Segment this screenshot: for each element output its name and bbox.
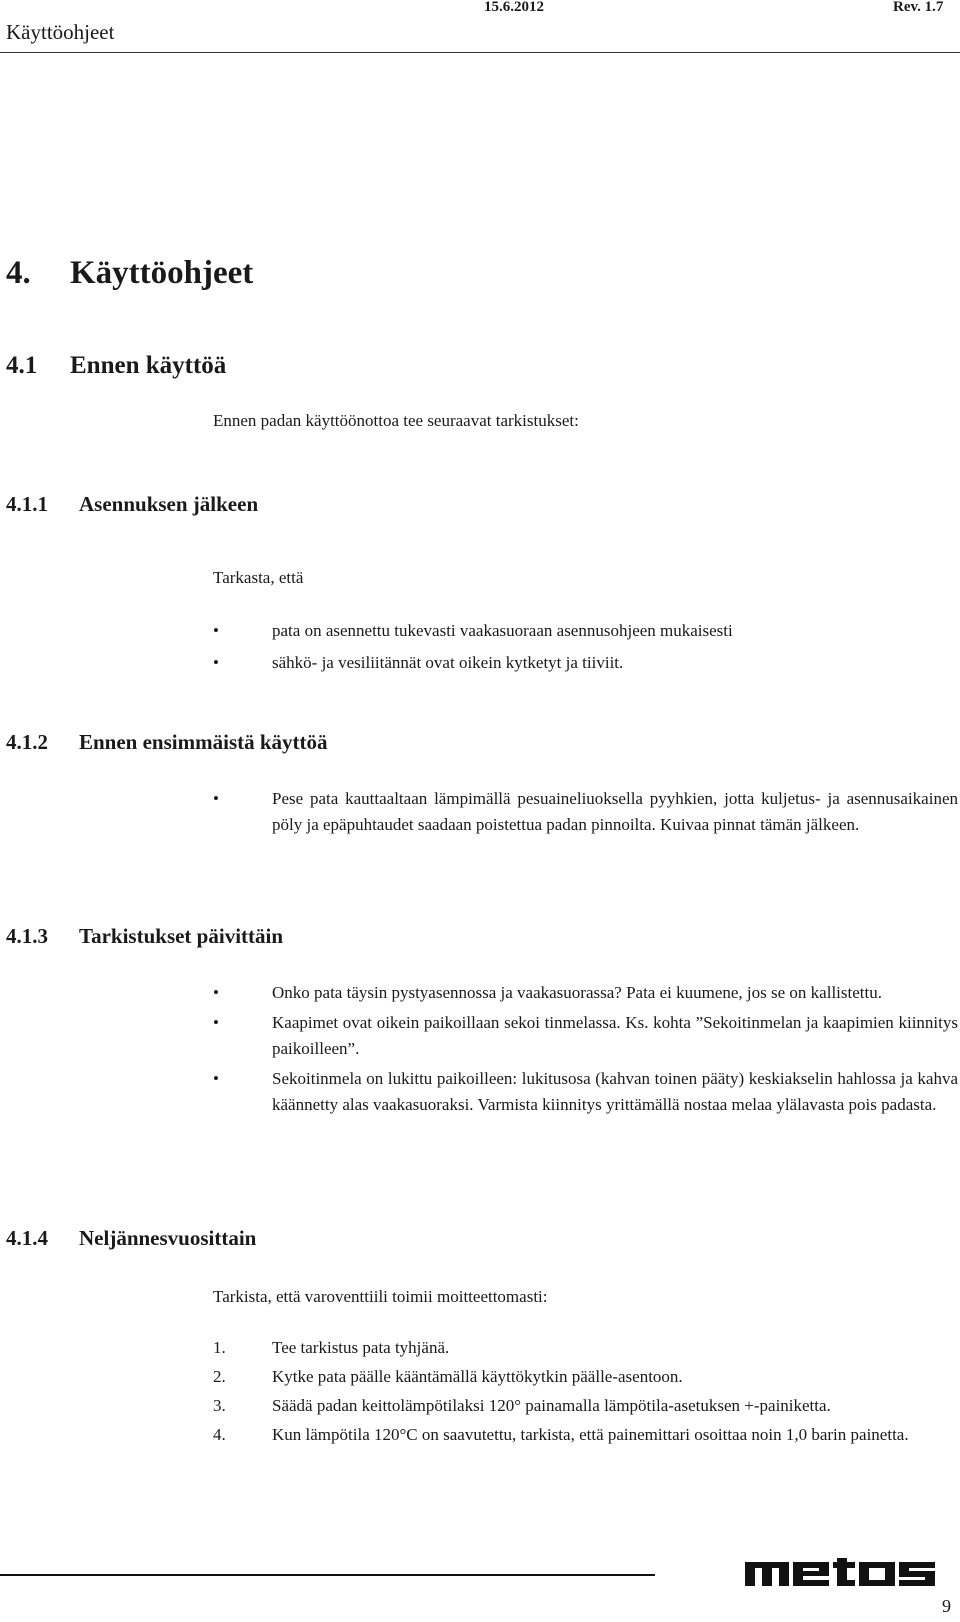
section-4-1-4-intro: Tarkista, että varoventtiili toimii moitteettomasti:: [213, 1287, 548, 1306]
bullet-icon: •: [213, 983, 219, 1002]
section-title: Ennen käyttöä: [70, 352, 227, 379]
list-item: • Sekoitinmela on lukittu paikoilleen: lukitusosa (kahvan toinen pääty) keskiakselin hahlossa ja kahva käännetty alas vaakasuoraksi. Varmista kiinnitys yrittämällä nostaa melaa ylälavasta pois padasta.: [213, 1066, 958, 1118]
bullet-icon: •: [213, 653, 219, 672]
section-title: Asennuksen jälkeen: [79, 492, 259, 516]
list-item: • sähkö- ja vesiliitännät ovat oikein kytketyt ja tiiviit.: [213, 649, 958, 677]
list-item: 3. Säädä padan keittolämpötilaksi 120° painamalla lämpötila-asetuksen +-painiketta.: [213, 1393, 958, 1419]
metos-logo: [745, 1558, 955, 1593]
step-number: 4.: [213, 1425, 226, 1444]
section-4-1-3-list: [213, 980, 958, 1122]
section-4-1-4-steps: [213, 1335, 958, 1451]
section-number: 4.1.4: [6, 1226, 48, 1250]
list-item: 1. Tee tarkistus pata tyhjänä.: [213, 1335, 958, 1361]
list-item: 4. Kun lämpötila 120°C on saavutettu, tarkista, että painemittari osoittaa noin 1,0 barin painetta.: [213, 1422, 958, 1448]
header-title: Käyttöohjeet: [6, 20, 115, 44]
section-title: Neljännesvuosittain: [79, 1226, 257, 1250]
page-number: 9: [942, 1596, 951, 1616]
header-rule: [0, 52, 960, 53]
section-4-1-2-list: [213, 786, 958, 842]
header-date: 15.6.2012: [484, 0, 544, 15]
section-heading-4-1-4: [6, 1226, 256, 1251]
section-title: Ennen ensimmäistä käyttöä: [79, 730, 328, 754]
bullet-icon: •: [213, 789, 219, 808]
step-number: 2.: [213, 1367, 226, 1386]
section-title: Tarkistukset päivittäin: [79, 924, 284, 948]
section-number: 4.1.3: [6, 924, 48, 948]
section-4-1-1-list: [213, 617, 958, 681]
section-heading-4-1: [6, 352, 226, 380]
section-4-1-1-intro: Tarkasta, että: [213, 568, 304, 587]
list-item: • Pese pata kauttaaltaan lämpimällä pesuaineliuoksella pyyhkien, jotta kuljetus- ja asennusaikainen pöly ja epäpuhtaudet saadaan poistettua padan pinnoilta. Kuivaa pinnat tämän jälkeen.: [213, 786, 958, 838]
bullet-icon: •: [213, 621, 219, 640]
section-number: 4.1.2: [6, 730, 48, 754]
footer-rule: [0, 1574, 655, 1576]
metos-logo-icon: [745, 1558, 955, 1588]
step-number: 1.: [213, 1338, 226, 1357]
bullet-icon: •: [213, 1013, 219, 1032]
bullet-icon: •: [213, 1069, 219, 1088]
section-number: 4.1: [6, 352, 38, 379]
section-heading-4-1-3: [6, 924, 283, 949]
list-item: • Kaapimet ovat oikein paikoillaan sekoi tinmelassa. Ks. kohta ”Sekoitinmelan ja kaapimien kiinnitys paikoilleen”.: [213, 1010, 958, 1062]
section-heading-4-1-2: [6, 730, 328, 755]
chapter-number: 4.: [6, 255, 31, 291]
step-number: 3.: [213, 1396, 226, 1415]
chapter-title: Käyttöohjeet: [70, 255, 254, 291]
header-revision: Rev. 1.7: [893, 0, 944, 15]
section-heading-4-1-1: [6, 492, 258, 517]
section-4-1-intro: Ennen padan käyttöönottoa tee seuraavat tarkistukset:: [213, 411, 579, 430]
list-item: • Onko pata täysin pystyasennossa ja vaakasuorassa? Pata ei kuumene, jos se on kallistettu.: [213, 980, 958, 1006]
chapter-heading: [6, 255, 253, 292]
list-item: • pata on asennettu tukevasti vaakasuoraan asennusohjeen mukaisesti: [213, 617, 958, 645]
list-item: 2. Kytke pata päälle kääntämällä käyttökytkin päälle-asentoon.: [213, 1364, 958, 1390]
section-number: 4.1.1: [6, 492, 48, 516]
